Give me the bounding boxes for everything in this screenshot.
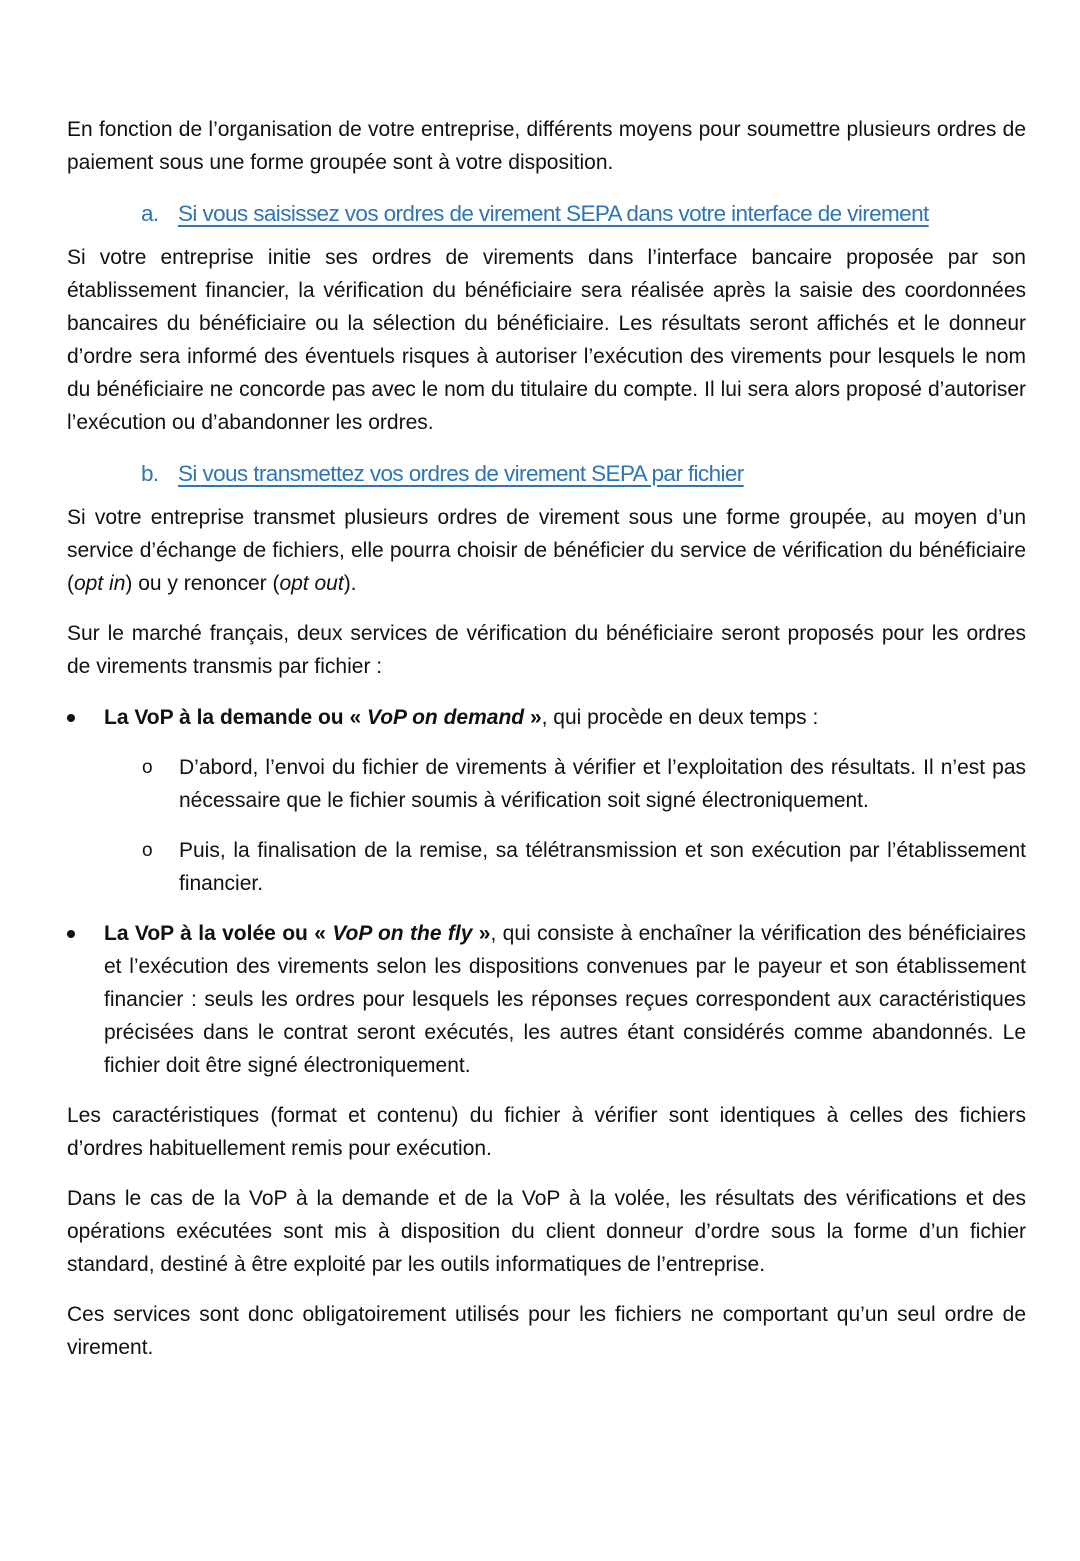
vop-on-the-fly-text — [104, 917, 1026, 1082]
sub-item-step-2 — [104, 834, 1026, 900]
section-b-paragraph-2: Sur le marché français, deux services de vérification du bénéficiaire seront proposés pour les ordres de virements transmis par fichier : — [67, 622, 1026, 678]
opt-in-term: opt in — [74, 572, 126, 595]
vop-services-list — [67, 701, 1026, 1082]
section-a-paragraph: Si votre entreprise initie ses ordres de virements dans l’interface bancaire proposée par son établissement financier, la vérification du bénéficiaire sera réalisée après la saisie des coordonnées bancaires du bénéficiaire ou la sélection du bénéficiaire. Les résultats seront affichés et le donneur d’ordre sera informé des éventuels risques à autoriser l’exécution des virements pour lesquels le nom du bénéficiaire ne concorde pas avec le nom du titulaire du compte. Il lui sera alors proposé d’autoriser l’exécution ou d’abandonner les ordres. — [67, 246, 1026, 434]
section-a-letter: a. — [141, 201, 159, 226]
section-b-paragraph-1 — [67, 501, 1026, 600]
vop-on-demand-term: VoP on demand — [366, 706, 525, 729]
section-b-paragraph-5: Ces services sont donc obligatoirement utilisés pour les fichiers ne comportant qu’un seul ordre de virement. — [67, 1303, 1026, 1359]
vop-on-demand-label-a: La VoP à la demande ou « — [104, 706, 367, 729]
bullet-icon — [67, 714, 75, 722]
intro-paragraph: En fonction de l’organisation de votre entreprise, différents moyens pour soumettre plusieurs ordres de paiement sous une forme groupée sont à votre disposition. — [67, 118, 1026, 174]
vop-on-demand-text — [104, 701, 1026, 734]
list-item-vop-on-demand — [67, 701, 1026, 900]
section-b-paragraph-4: Dans le cas de la VoP à la demande et de la VoP à la volée, les résultats des vérifications et des opérations exécutées sont mis à disposition du client donneur d’ordre sous la forme d’un fichier standard, destiné à être exploité par les outils informatiques de l’entreprise. — [67, 1187, 1026, 1276]
list-item-vop-on-the-fly — [67, 917, 1026, 1082]
vop-on-the-fly-label-a: La VoP à la volée ou « — [104, 922, 333, 945]
para1-text-1: Si votre entreprise transmet plusieurs ordres de virement sous une forme groupée, au moyen d’un service d’échange de fichiers, elle pourra choisir de bénéficier du service de vérification du bénéficiaire ( — [67, 506, 1026, 595]
vop-on-demand-desc: , qui procède en deux temps : — [541, 706, 819, 729]
section-b-letter: b. — [141, 461, 159, 486]
para1-text-3: ). — [343, 572, 357, 595]
vop-on-demand-steps — [104, 751, 1026, 900]
para1-text-2: ) ou y renoncer ( — [125, 572, 280, 595]
circle-bullet-icon: o — [142, 757, 153, 778]
vop-on-demand-label-b: » — [524, 706, 542, 729]
vop-on-the-fly-term: VoP on the fly — [332, 922, 473, 945]
step-1-text: D’abord, l’envoi du fichier de virements à vérifier et l’exploitation des résultats. Il n’est pas nécessaire que le fichier soumis à vérification soit signé électroniquement. — [179, 756, 1026, 812]
section-b-heading — [141, 457, 1026, 490]
vop-on-the-fly-desc: , qui consiste à enchaîner la vérification des bénéficiaires et l’exécution des virements selon les dispositions convenues par le payeur et son établissement financier : seuls les ordres pour lesquels les réponses reçues correspondent aux caractéristiques précisées dans le contrat seront exécutés, les autres étant considérés comme abandonnés. Le fichier doit être signé électroniquement. — [104, 922, 1026, 1077]
vop-on-the-fly-label-b: » — [472, 922, 491, 945]
section-b-paragraph-3: Les caractéristiques (format et contenu) du fichier à vérifier sont identiques à celles des fichiers d’ordres habituellement remis pour exécution. — [67, 1104, 1026, 1160]
circle-bullet-icon: o — [142, 840, 153, 861]
sub-item-step-1 — [104, 751, 1026, 817]
bullet-icon — [67, 930, 75, 938]
opt-out-term: opt out — [279, 572, 344, 595]
step-2-text: Puis, la finalisation de la remise, sa télétransmission et son exécution par l’établissement financier. — [179, 839, 1026, 895]
section-a-title: Si vous saisissez vos ordres de virement SEPA dans votre interface de virement — [178, 201, 929, 226]
section-b-title: Si vous transmettez vos ordres de virement SEPA par fichier — [178, 461, 744, 486]
section-a-heading — [141, 197, 1026, 230]
